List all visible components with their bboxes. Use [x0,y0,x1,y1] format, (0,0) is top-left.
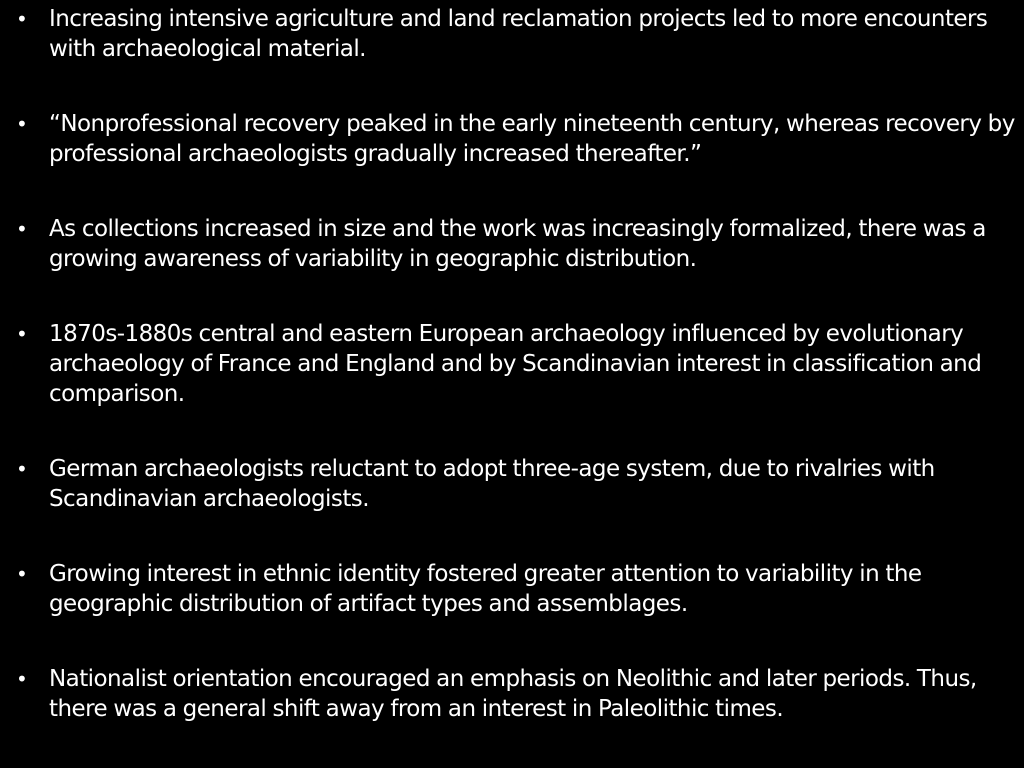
bullet-dot-icon: • [16,322,28,346]
bullet-text: German archaeologists reluctant to adopt three-age system, due to rivalries with Scandinavian archaeologists. [49,456,935,512]
bullet-list [14,4,1018,724]
bullet-dot-icon: • [16,7,28,31]
bullet-item [14,214,1018,274]
bullet-item [14,454,1018,514]
bullet-item [14,319,1018,409]
bullet-dot-icon: • [16,562,28,586]
bullet-dot-icon: • [16,217,28,241]
bullet-text: Nationalist orientation encouraged an emphasis on Neolithic and later periods. Thus, there was a general shift away from an interest in Paleolithic times. [49,666,977,722]
bullet-text: Growing interest in ethnic identity fostered greater attention to variability in the geographic distribution of artifact types and assemblages. [49,561,922,617]
bullet-text: As collections increased in size and the work was increasingly formalized, there was a growing awareness of variability in geographic distribution. [49,216,986,272]
bullet-dot-icon: • [16,457,28,481]
bullet-text: “Nonprofessional recovery peaked in the early nineteenth century, whereas recovery by professional archaeologists gradually increased thereafter.” [49,111,1015,167]
bullet-item [14,109,1018,169]
bullet-item [14,559,1018,619]
bullet-item [14,664,1018,724]
bullet-text: 1870s-1880s central and eastern European archaeology influenced by evolutionary archaeology of France and England and by Scandinavian interest in classification and comparison. [49,321,982,407]
bullet-dot-icon: • [16,667,28,691]
bullet-text: Increasing intensive agriculture and land reclamation projects led to more encounters with archaeological material. [49,6,988,62]
bullet-item [14,4,1018,64]
bullet-dot-icon: • [16,112,28,136]
